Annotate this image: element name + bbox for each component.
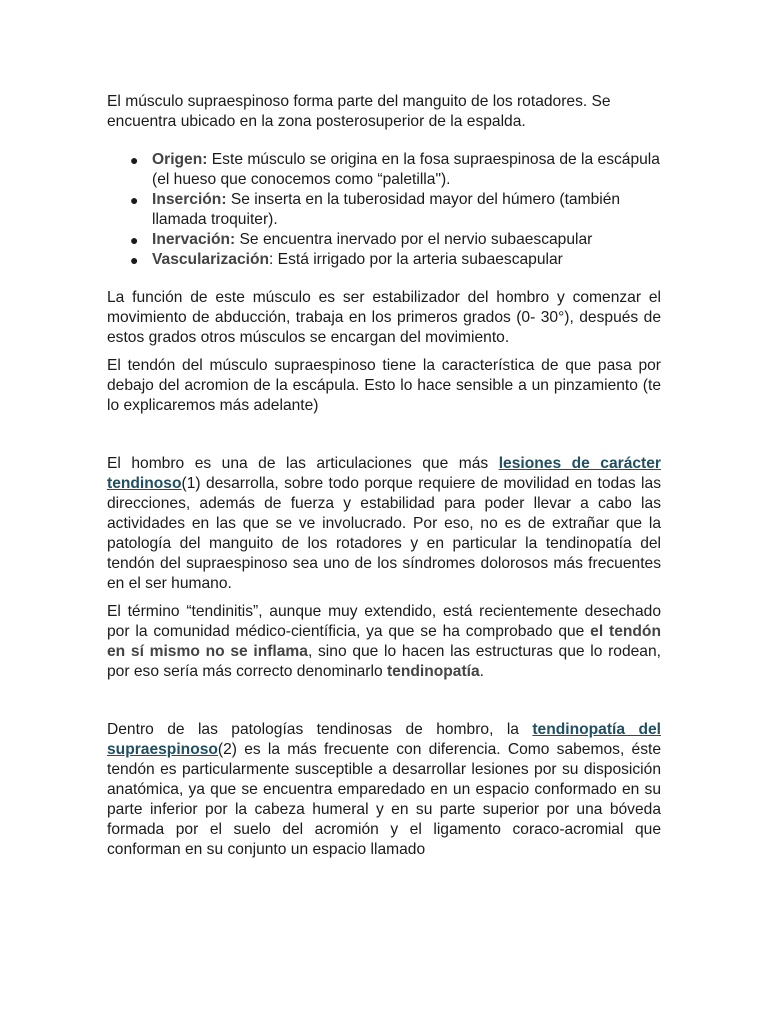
bullet-icon: ● bbox=[130, 252, 139, 268]
function-paragraph: La función de este músculo es ser estabilizador del hombro y comenzar el movimiento de abducción, trabaja en los primeros grados (0- 30°), después de estos grados otros músculos se encargan del movimiento. bbox=[107, 289, 661, 346]
list-item-term: Origen: bbox=[152, 151, 208, 168]
pathology-text-end: (2) es la más frecuente con diferencia. Como sabemos, éste tendón es particularmente susceptible a desarrollar lesiones por su disposición anatómica, ya que se encuentra emparedado en un espacio conformado en su parte inferior por la cabeza humeral y en su parte superior por una bóveda formada por el suelo del acromión y el ligamento coraco-acromial que conforman en su conjunto un espacio llamado bbox=[107, 741, 661, 858]
list-item bbox=[130, 250, 661, 270]
muscle-facts-list bbox=[107, 150, 661, 270]
bullet-icon: ● bbox=[130, 152, 139, 168]
shoulder-text-end: (1) desarrolla, sobre todo porque requiere de movilidad en todas las direcciones, además de fuerza y estabilidad para poder llevar a cabo las actividades en las que se ve involucrado. Por eso, no es de extrañar que la patología del manguito de los rotadores y en particular la tendinopatía del tendón del supraespinoso sea uno de los síndromes dolorosos más frecuentes en el ser humano. bbox=[107, 475, 661, 592]
tendinous-injuries-link[interactable]: lesiones de carácter tendinoso bbox=[107, 455, 661, 492]
shoulder-text-start: El hombro es una de las articulaciones que más bbox=[107, 455, 499, 472]
list-item-term: Inserción: bbox=[152, 191, 227, 208]
list-item-text: Se encuentra inervado por el nervio subaescapular bbox=[235, 231, 593, 248]
list-item bbox=[130, 190, 661, 230]
pathology-text-start: Dentro de las patologías tendinosas de hombro, la bbox=[107, 721, 533, 738]
term-paragraph bbox=[107, 602, 661, 682]
list-item bbox=[130, 230, 661, 250]
document-page bbox=[107, 92, 661, 860]
intro-paragraph: El músculo supraespinoso forma parte del manguito de los rotadores. Se encuentra ubicado en la zona posterosuperior de la espalda. bbox=[107, 93, 611, 130]
term-text-1: El término “tendinitis”, aunque muy extendido, está recientemente desechado por la comunidad médico-científicia, ya que se ha comprobado que bbox=[107, 603, 661, 640]
pathology-paragraph bbox=[107, 720, 661, 860]
list-item-text: Se inserta en la tuberosidad mayor del húmero (también llamada troquiter). bbox=[152, 191, 621, 228]
term-text-2: , sino que lo hacen las estructuras que lo rodean, por eso sería más correcto denominarlo bbox=[107, 643, 661, 680]
list-item-term: Vascularización bbox=[152, 251, 270, 268]
list-item bbox=[130, 150, 661, 190]
bullet-icon: ● bbox=[130, 232, 139, 248]
list-item-text: : Está irrigado por la arteria subaescapular bbox=[269, 251, 563, 268]
supraspinatus-tendinopathy-link[interactable]: tendinopatía del supraespinoso bbox=[107, 721, 661, 758]
term-emphasis-1: el tendón en sí mismo no se inflama bbox=[107, 623, 661, 660]
term-text-3: . bbox=[479, 663, 484, 680]
list-item-term: Inervación: bbox=[152, 231, 236, 248]
term-emphasis-2: tendinopatía bbox=[386, 663, 480, 680]
list-item-text: Este músculo se origina en la fosa supraespinosa de la escápula (el hueso que conocemos como “paletilla"). bbox=[152, 151, 660, 188]
tendon-paragraph: El tendón del músculo supraespinoso tiene la característica de que pasa por debajo del acromion de la escápula. Esto lo hace sensible a un pinzamiento (te lo explicaremos más adelante) bbox=[107, 357, 661, 414]
bullet-icon: ● bbox=[130, 192, 139, 208]
shoulder-paragraph bbox=[107, 454, 661, 594]
